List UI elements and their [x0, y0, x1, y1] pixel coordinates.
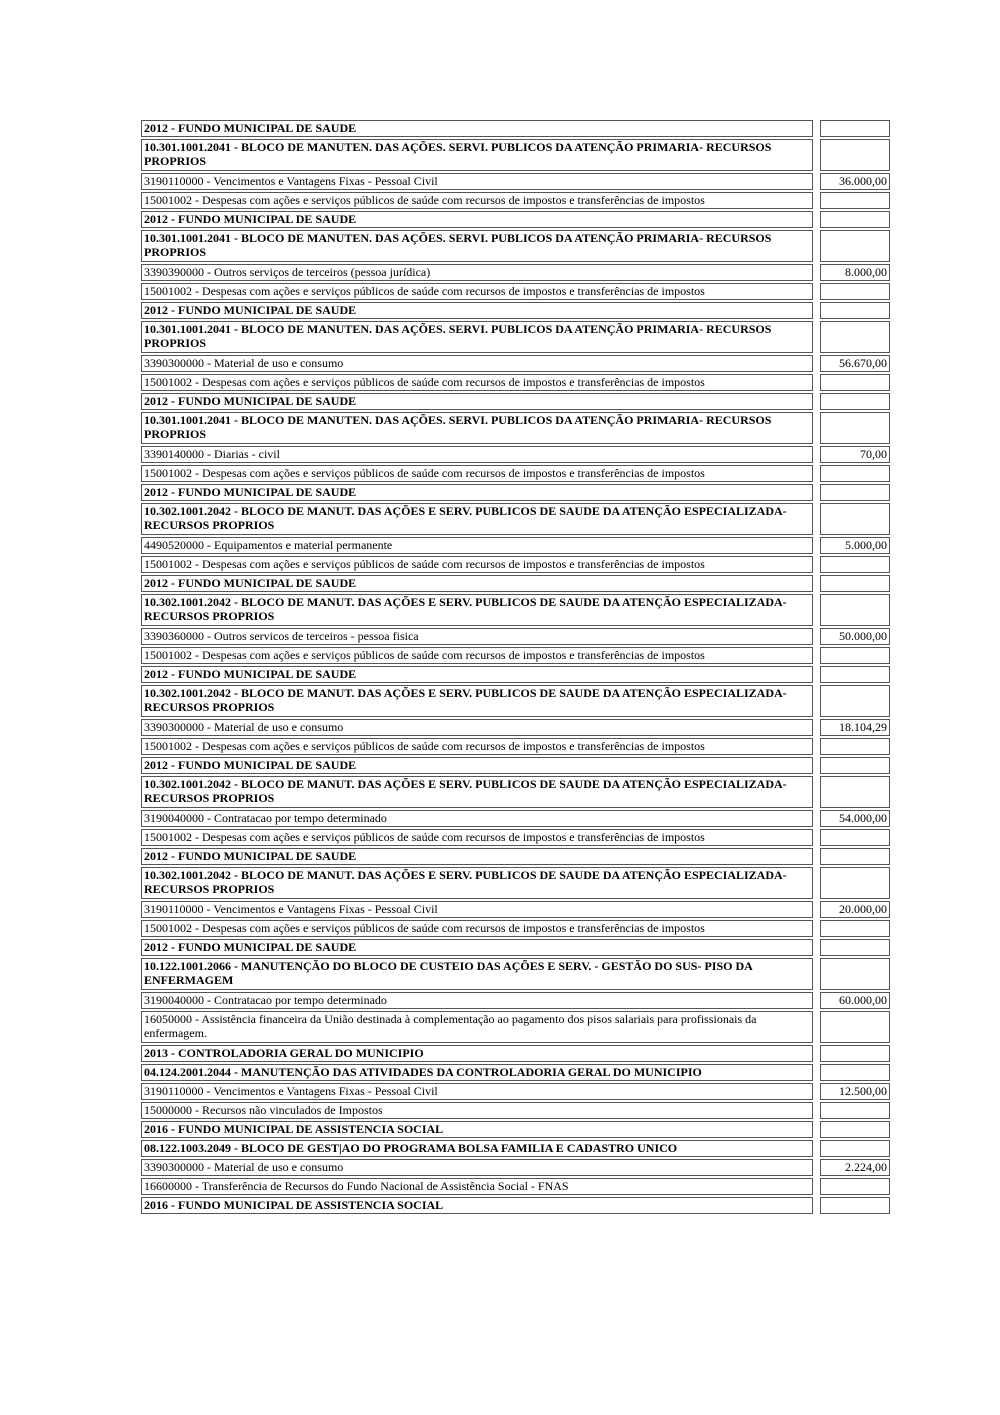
row-description: 16050000 - Assistência financeira da União destinada à complementação ao pagamento dos pisos salariais para profissionais da enfermagem. — [141, 1011, 813, 1043]
table-row — [141, 719, 890, 736]
table-row — [141, 446, 890, 463]
row-value — [820, 829, 890, 846]
row-heading: 2012 - FUNDO MUNICIPAL DE SAUDE — [141, 393, 813, 410]
table-row — [141, 776, 890, 808]
table-row — [141, 484, 890, 501]
budget-table — [141, 118, 890, 1216]
row-value: 54.000,00 — [820, 810, 890, 827]
row-value: 36.000,00 — [820, 173, 890, 190]
cell-gap — [813, 374, 820, 391]
table-row — [141, 1140, 890, 1157]
cell-gap — [813, 1045, 820, 1062]
cell-gap — [813, 1011, 820, 1043]
row-value — [820, 1178, 890, 1195]
cell-gap — [813, 283, 820, 300]
cell-gap — [813, 139, 820, 171]
row-description: 15000000 - Recursos não vinculados de Impostos — [141, 1102, 813, 1119]
cell-gap — [813, 958, 820, 990]
cell-gap — [813, 1197, 820, 1214]
row-description: 3190040000 - Contratacao por tempo determinado — [141, 810, 813, 827]
row-description: 3190110000 - Vencimentos e Vantagens Fixas - Pessoal Civil — [141, 1083, 813, 1100]
row-value — [820, 120, 890, 137]
row-description: 15001002 - Despesas com ações e serviços públicos de saúde com recursos de impostos e transferências de impostos — [141, 647, 813, 664]
row-description: 15001002 - Despesas com ações e serviços públicos de saúde com recursos de impostos e transferências de impostos — [141, 283, 813, 300]
row-value — [820, 575, 890, 592]
table-row — [141, 958, 890, 990]
row-heading: 2012 - FUNDO MUNICIPAL DE SAUDE — [141, 302, 813, 319]
row-value — [820, 685, 890, 717]
row-description: 15001002 - Despesas com ações e serviços públicos de saúde com recursos de impostos e transferências de impostos — [141, 465, 813, 482]
cell-gap — [813, 120, 820, 137]
row-heading: 08.122.1003.2049 - BLOCO DE GEST|AO DO PROGRAMA BOLSA FAMILIA E CADASTRO UNICO — [141, 1140, 813, 1157]
cell-gap — [813, 575, 820, 592]
row-value — [820, 412, 890, 444]
cell-gap — [813, 264, 820, 281]
table-row — [141, 575, 890, 592]
row-value — [820, 139, 890, 171]
cell-gap — [813, 446, 820, 463]
row-value — [820, 1011, 890, 1043]
table-row — [141, 1102, 890, 1119]
cell-gap — [813, 901, 820, 918]
row-value — [820, 1197, 890, 1214]
row-heading: 04.124.2001.2044 - MANUTENÇÃO DAS ATIVIDADES DA CONTROLADORIA GERAL DO MUNICIPIO — [141, 1064, 813, 1081]
table-row — [141, 1178, 890, 1195]
row-value — [820, 211, 890, 228]
cell-gap — [813, 810, 820, 827]
row-heading: 2012 - FUNDO MUNICIPAL DE SAUDE — [141, 575, 813, 592]
row-value — [820, 484, 890, 501]
row-description: 15001002 - Despesas com ações e serviços públicos de saúde com recursos de impostos e transferências de impostos — [141, 192, 813, 209]
row-value: 50.000,00 — [820, 628, 890, 645]
row-value — [820, 192, 890, 209]
row-description: 3190110000 - Vencimentos e Vantagens Fixas - Pessoal Civil — [141, 173, 813, 190]
row-heading: 2016 - FUNDO MUNICIPAL DE ASSISTENCIA SOCIAL — [141, 1121, 813, 1138]
row-heading: 2012 - FUNDO MUNICIPAL DE SAUDE — [141, 484, 813, 501]
cell-gap — [813, 1178, 820, 1195]
row-value: 60.000,00 — [820, 992, 890, 1009]
row-value — [820, 666, 890, 683]
table-row — [141, 1011, 890, 1043]
cell-gap — [813, 412, 820, 444]
row-value — [820, 776, 890, 808]
row-value: 56.670,00 — [820, 355, 890, 372]
cell-gap — [813, 1140, 820, 1157]
table-row — [141, 1159, 890, 1176]
cell-gap — [813, 719, 820, 736]
table-row — [141, 264, 890, 281]
cell-gap — [813, 867, 820, 899]
cell-gap — [813, 503, 820, 535]
row-value — [820, 230, 890, 262]
cell-gap — [813, 465, 820, 482]
row-heading: 10.302.1001.2042 - BLOCO DE MANUT. DAS AÇÕES E SERV. PUBLICOS DE SAUDE DA ATENÇÃO ESPECIALIZADA- RECURSOS PROPRIOS — [141, 776, 813, 808]
cell-gap — [813, 647, 820, 664]
table-row — [141, 173, 890, 190]
cell-gap — [813, 738, 820, 755]
cell-gap — [813, 1121, 820, 1138]
row-value — [820, 1140, 890, 1157]
cell-gap — [813, 211, 820, 228]
row-value — [820, 302, 890, 319]
row-value: 20.000,00 — [820, 901, 890, 918]
table-row — [141, 230, 890, 262]
table-row — [141, 1197, 890, 1214]
table-row — [141, 647, 890, 664]
table-row — [141, 1045, 890, 1062]
row-description: 4490520000 - Equipamentos e material permanente — [141, 537, 813, 554]
table-row — [141, 757, 890, 774]
row-heading: 10.302.1001.2042 - BLOCO DE MANUT. DAS AÇÕES E SERV. PUBLICOS DE SAUDE DA ATENÇÃO ESPECIALIZADA- RECURSOS PROPRIOS — [141, 503, 813, 535]
row-heading: 10.301.1001.2041 - BLOCO DE MANUTEN. DAS AÇÕES. SERVI. PUBLICOS DA ATENÇÃO PRIMARIA- RECURSOS PROPRIOS — [141, 412, 813, 444]
row-heading: 2012 - FUNDO MUNICIPAL DE SAUDE — [141, 939, 813, 956]
table-row — [141, 829, 890, 846]
row-value — [820, 1121, 890, 1138]
row-value — [820, 321, 890, 353]
cell-gap — [813, 992, 820, 1009]
table-row — [141, 537, 890, 554]
row-value — [820, 738, 890, 755]
row-heading: 2012 - FUNDO MUNICIPAL DE SAUDE — [141, 120, 813, 137]
cell-gap — [813, 556, 820, 573]
cell-gap — [813, 355, 820, 372]
cell-gap — [813, 173, 820, 190]
table-row — [141, 503, 890, 535]
row-description: 16600000 - Transferência de Recursos do Fundo Nacional de Assistência Social - FNAS — [141, 1178, 813, 1195]
table-row — [141, 992, 890, 1009]
row-heading: 10.302.1001.2042 - BLOCO DE MANUT. DAS AÇÕES E SERV. PUBLICOS DE SAUDE DA ATENÇÃO ESPECIALIZADA- RECURSOS PROPRIOS — [141, 594, 813, 626]
row-value — [820, 393, 890, 410]
document-page — [141, 120, 887, 1216]
cell-gap — [813, 321, 820, 353]
row-description: 3390300000 - Material de uso e consumo — [141, 355, 813, 372]
row-value — [820, 647, 890, 664]
cell-gap — [813, 1102, 820, 1119]
row-heading: 2012 - FUNDO MUNICIPAL DE SAUDE — [141, 848, 813, 865]
cell-gap — [813, 776, 820, 808]
table-row — [141, 556, 890, 573]
row-value — [820, 283, 890, 300]
table-row — [141, 302, 890, 319]
row-value: 8.000,00 — [820, 264, 890, 281]
row-description: 15001002 - Despesas com ações e serviços públicos de saúde com recursos de impostos e transferências de impostos — [141, 738, 813, 755]
row-description: 3390390000 - Outros serviços de terceiros (pessoa jurídica) — [141, 264, 813, 281]
row-value — [820, 556, 890, 573]
table-row — [141, 1083, 890, 1100]
table-row — [141, 192, 890, 209]
cell-gap — [813, 537, 820, 554]
cell-gap — [813, 302, 820, 319]
row-heading: 10.301.1001.2041 - BLOCO DE MANUTEN. DAS AÇÕES. SERVI. PUBLICOS DA ATENÇÃO PRIMARIA- RECURSOS PROPRIOS — [141, 139, 813, 171]
budget-table-body — [141, 120, 890, 1214]
row-value — [820, 939, 890, 956]
cell-gap — [813, 1159, 820, 1176]
cell-gap — [813, 1064, 820, 1081]
cell-gap — [813, 685, 820, 717]
row-heading: 2012 - FUNDO MUNICIPAL DE SAUDE — [141, 757, 813, 774]
row-value: 2.224,00 — [820, 1159, 890, 1176]
table-row — [141, 867, 890, 899]
row-heading: 10.301.1001.2041 - BLOCO DE MANUTEN. DAS AÇÕES. SERVI. PUBLICOS DA ATENÇÃO PRIMARIA- RECURSOS PROPRIOS — [141, 321, 813, 353]
row-heading: 2012 - FUNDO MUNICIPAL DE SAUDE — [141, 211, 813, 228]
row-heading: 2016 - FUNDO MUNICIPAL DE ASSISTENCIA SOCIAL — [141, 1197, 813, 1214]
row-description: 3390140000 - Diarias - civil — [141, 446, 813, 463]
row-heading: 10.302.1001.2042 - BLOCO DE MANUT. DAS AÇÕES E SERV. PUBLICOS DE SAUDE DA ATENÇÃO ESPECIALIZADA- RECURSOS PROPRIOS — [141, 867, 813, 899]
cell-gap — [813, 1083, 820, 1100]
row-value: 12.500,00 — [820, 1083, 890, 1100]
row-value: 70,00 — [820, 446, 890, 463]
row-description: 3390300000 - Material de uso e consumo — [141, 719, 813, 736]
row-value — [820, 503, 890, 535]
row-heading: 10.301.1001.2041 - BLOCO DE MANUTEN. DAS AÇÕES. SERVI. PUBLICOS DA ATENÇÃO PRIMARIA- RECURSOS PROPRIOS — [141, 230, 813, 262]
row-value — [820, 594, 890, 626]
row-description: 15001002 - Despesas com ações e serviços públicos de saúde com recursos de impostos e transferências de impostos — [141, 829, 813, 846]
row-value — [820, 1045, 890, 1062]
table-row — [141, 920, 890, 937]
cell-gap — [813, 848, 820, 865]
table-row — [141, 465, 890, 482]
table-row — [141, 738, 890, 755]
table-row — [141, 139, 890, 171]
row-description: 15001002 - Despesas com ações e serviços públicos de saúde com recursos de impostos e transferências de impostos — [141, 374, 813, 391]
cell-gap — [813, 393, 820, 410]
cell-gap — [813, 230, 820, 262]
table-row — [141, 355, 890, 372]
table-row — [141, 321, 890, 353]
row-value — [820, 920, 890, 937]
cell-gap — [813, 192, 820, 209]
table-row — [141, 1064, 890, 1081]
cell-gap — [813, 757, 820, 774]
cell-gap — [813, 920, 820, 937]
row-description: 3390300000 - Material de uso e consumo — [141, 1159, 813, 1176]
row-heading: 2013 - CONTROLADORIA GERAL DO MUNICIPIO — [141, 1045, 813, 1062]
row-value — [820, 465, 890, 482]
row-value: 5.000,00 — [820, 537, 890, 554]
row-value: 18.104,29 — [820, 719, 890, 736]
table-row — [141, 393, 890, 410]
row-description: 3390360000 - Outros servicos de terceiros - pessoa fisica — [141, 628, 813, 645]
table-row — [141, 594, 890, 626]
row-description: 3190110000 - Vencimentos e Vantagens Fixas - Pessoal Civil — [141, 901, 813, 918]
cell-gap — [813, 484, 820, 501]
table-row — [141, 374, 890, 391]
row-heading: 10.302.1001.2042 - BLOCO DE MANUT. DAS AÇÕES E SERV. PUBLICOS DE SAUDE DA ATENÇÃO ESPECIALIZADA- RECURSOS PROPRIOS — [141, 685, 813, 717]
row-heading: 10.122.1001.2066 - MANUTENÇÃO DO BLOCO DE CUSTEIO DAS AÇÕES E SERV. - GESTÃO DO SUS- PISO DA ENFERMAGEM — [141, 958, 813, 990]
row-description: 3190040000 - Contratacao por tempo determinado — [141, 992, 813, 1009]
table-row — [141, 283, 890, 300]
row-description: 15001002 - Despesas com ações e serviços públicos de saúde com recursos de impostos e transferências de impostos — [141, 556, 813, 573]
table-row — [141, 810, 890, 827]
row-heading: 2012 - FUNDO MUNICIPAL DE SAUDE — [141, 666, 813, 683]
row-value — [820, 848, 890, 865]
table-row — [141, 939, 890, 956]
table-row — [141, 628, 890, 645]
table-row — [141, 412, 890, 444]
cell-gap — [813, 628, 820, 645]
cell-gap — [813, 666, 820, 683]
table-row — [141, 901, 890, 918]
row-value — [820, 1102, 890, 1119]
row-value — [820, 958, 890, 990]
cell-gap — [813, 939, 820, 956]
table-row — [141, 120, 890, 137]
row-description: 15001002 - Despesas com ações e serviços públicos de saúde com recursos de impostos e transferências de impostos — [141, 920, 813, 937]
table-row — [141, 666, 890, 683]
table-row — [141, 211, 890, 228]
row-value — [820, 867, 890, 899]
cell-gap — [813, 829, 820, 846]
row-value — [820, 757, 890, 774]
row-value — [820, 374, 890, 391]
table-row — [141, 1121, 890, 1138]
table-row — [141, 685, 890, 717]
cell-gap — [813, 594, 820, 626]
row-value — [820, 1064, 890, 1081]
table-row — [141, 848, 890, 865]
